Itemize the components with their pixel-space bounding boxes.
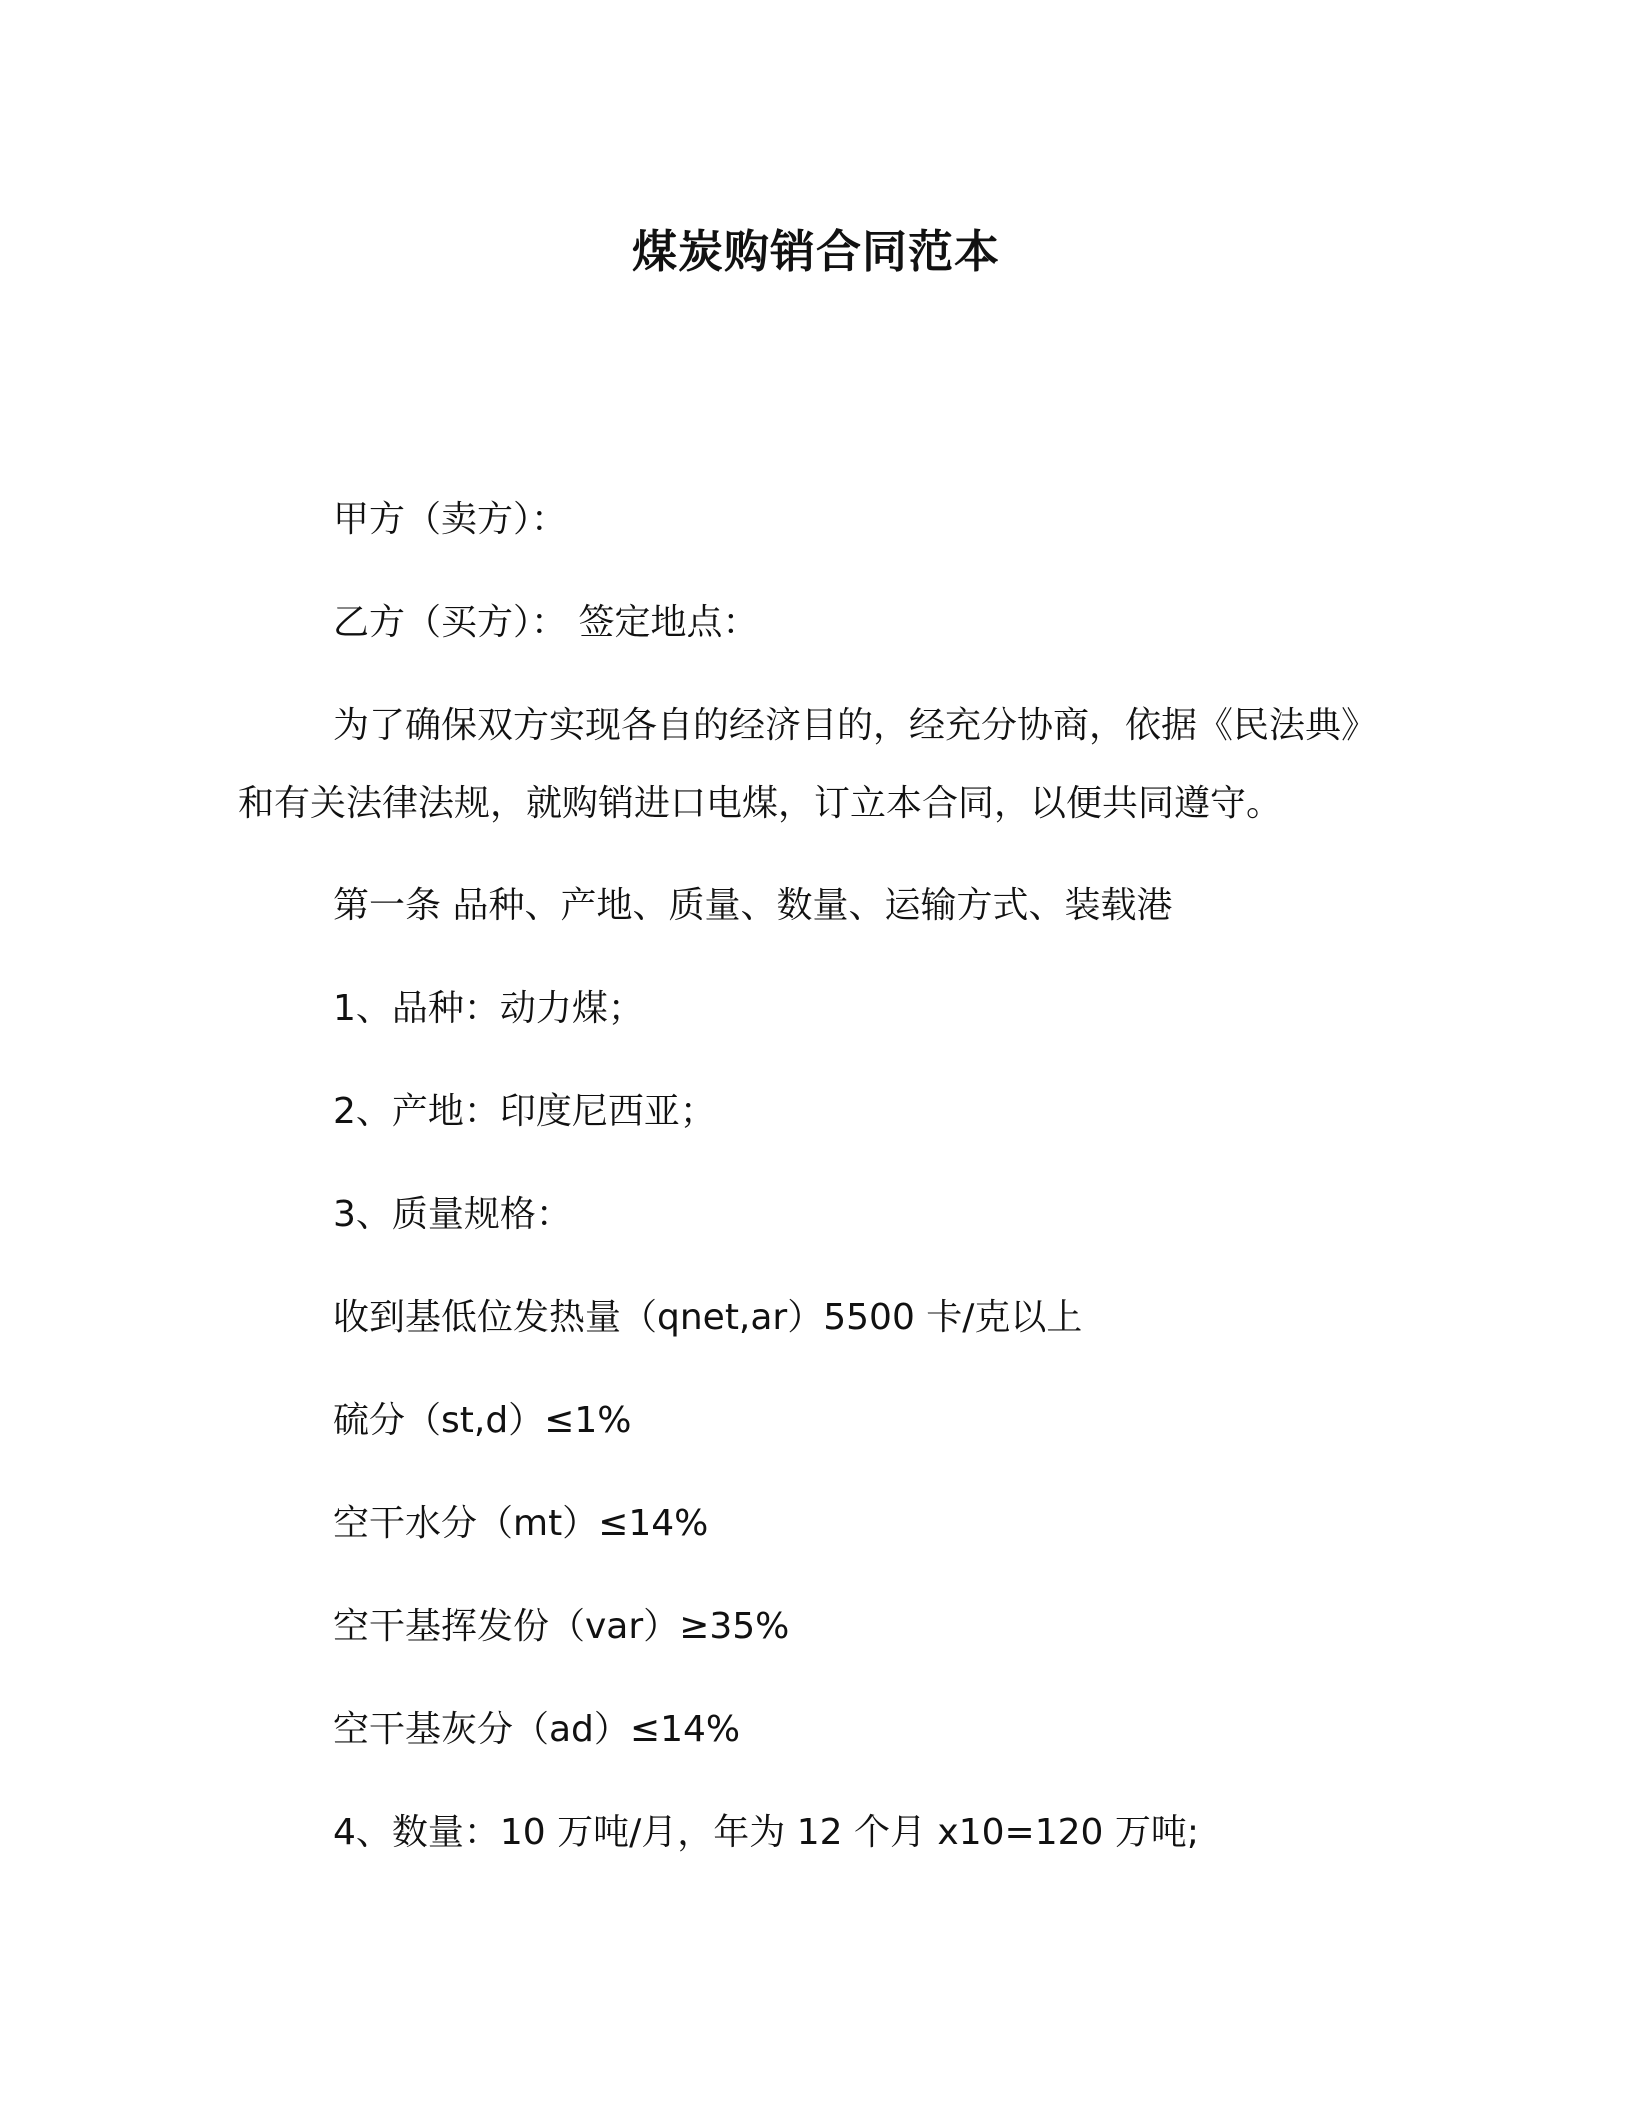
article-one-heading: 第一条 品种、产地、质量、数量、运输方式、装载港 xyxy=(333,885,1173,926)
document-title: 煤炭购销合同范本 xyxy=(631,225,1000,278)
item-quality-spec: 3、质量规格： xyxy=(333,1194,572,1235)
preamble-line-2: 和有关法律法规，就购销进口电煤，订立本合同，以便共同遵守。 xyxy=(238,783,1283,824)
item-variety: 1、品种：动力煤； xyxy=(333,988,644,1029)
spec-sulfur: 硫分（st,d）≤1% xyxy=(333,1400,632,1441)
spec-volatile: 空干基挥发份（var）≥35% xyxy=(333,1606,790,1647)
spec-moisture: 空干水分（mt）≤14% xyxy=(333,1503,709,1544)
preamble-line-1: 为了确保双方实现各自的经济目的，经充分协商，依据《民法典》 xyxy=(333,705,1378,746)
buyer-party-line: 乙方（买方）： 签定地点： xyxy=(333,602,759,643)
spec-ash: 空干基灰分（ad）≤14% xyxy=(333,1709,741,1750)
spec-calorific-value: 收到基低位发热量（qnet,ar）5500 卡/克以上 xyxy=(333,1297,1083,1338)
item-quantity: 4、数量：10 万吨/月，年为 12 个月 x10=120 万吨; xyxy=(333,1812,1199,1853)
item-origin: 2、产地：印度尼西亚； xyxy=(333,1091,716,1132)
seller-party-line: 甲方（卖方）： xyxy=(333,499,568,540)
